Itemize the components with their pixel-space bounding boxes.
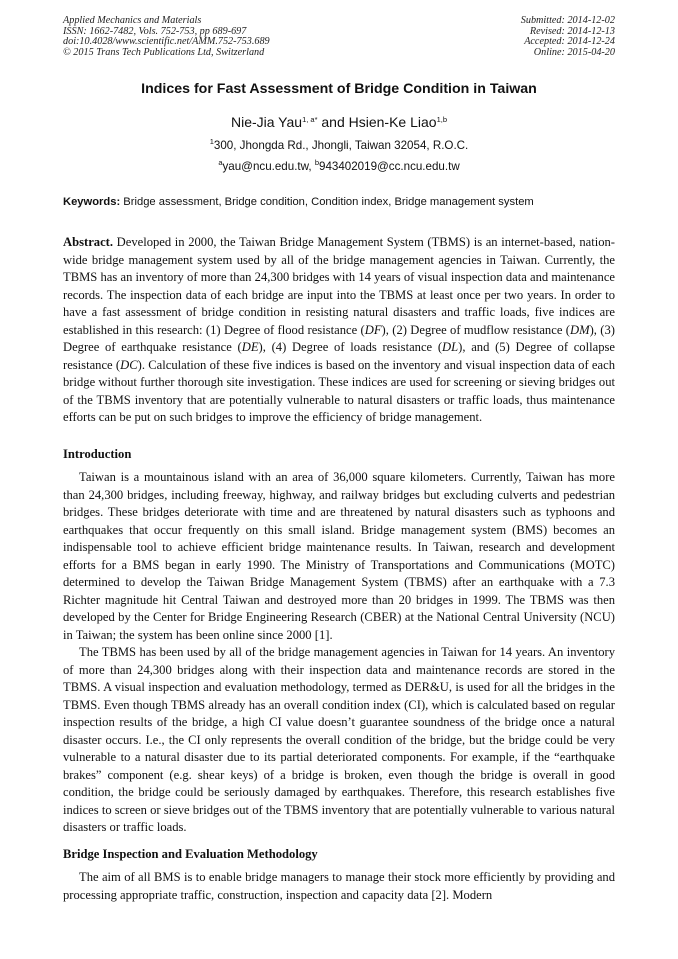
- author-1: Nie-Jia Yau: [230, 114, 303, 130]
- affiliation-marker: 1: [209, 137, 214, 146]
- abstract-text: ), and (5) Degree of collapse resistance (: [63, 340, 615, 372]
- date-submitted: Submitted: 2014-12-02: [520, 15, 615, 26]
- abstract-term-dc: DC: [120, 357, 138, 372]
- methodology-paragraph-1: The aim of all BMS is to enable bridge managers to manage their stock more efficiently by providing and processing appropriate traffic, construction, inspection and capacity data [2]. Modern: [63, 870, 615, 902]
- abstract-term-de: DE: [241, 340, 259, 354]
- abstract-text: ), (4) Degree of loads resistance (: [258, 340, 443, 354]
- date-revised: Revised: 2014-12-13: [529, 25, 615, 37]
- journal-issn: ISSN: 1662-7482, Vols. 752-753, pp 689-697: [63, 25, 247, 37]
- abstract-term-df: DF: [364, 322, 382, 337]
- email-a[interactable]: yau@ncu.edu.tw,: [222, 160, 315, 173]
- author-line: [0, 114, 678, 130]
- journal-info: [63, 16, 270, 58]
- keywords: [63, 196, 615, 208]
- keywords-label: Keywords:: [63, 196, 121, 208]
- abstract-text: Developed in 2000, the Taiwan Bridge Management System (TBMS) is an internet-based, nation-wide bridge management system used by all of the bridge management agencies in Taiwan. Currently, the TBMS has an inventory of more than 24,300 bridges with 14 years of visual inspection data and maintenance records. The inspection data of each bridge are input into the TBMS at least once per two years. In order to have a fast assessment of bridge condition in resisting natural disasters and traffic loads, five indices are established in this research: (1) Degree of flood resistance (: [63, 235, 615, 337]
- date-online: Online: 2015-04-20: [533, 46, 615, 58]
- author-emails: [0, 160, 678, 173]
- journal-doi: doi:10.4028/www.scientific.net/AMM.752-753.689: [63, 36, 270, 48]
- abstract-term-dm: DM: [569, 322, 590, 337]
- affiliation: [0, 139, 678, 152]
- introduction-body: [63, 469, 615, 837]
- email-b[interactable]: 943402019@cc.ncu.edu.tw: [319, 160, 460, 173]
- section-heading-introduction: Introduction: [63, 447, 132, 461]
- email-b-marker: b: [314, 158, 319, 167]
- journal-copyright: © 2015 Trans Tech Publications Ltd, Switzerland: [63, 46, 265, 58]
- abstract: [63, 234, 615, 427]
- author-joiner: and: [317, 114, 349, 130]
- journal-name: Applied Mechanics and Materials: [63, 15, 202, 26]
- section-heading-methodology: Bridge Inspection and Evaluation Methodology: [63, 847, 318, 861]
- abstract-label: Abstract.: [63, 235, 114, 249]
- publication-dates: [521, 16, 615, 58]
- author-2: Hsien-Ke Liao: [348, 114, 437, 130]
- methodology-body: [63, 869, 615, 904]
- abstract-term-dl: DL: [442, 340, 459, 354]
- introduction-paragraph-2: The TBMS has been used by all of the bridge management agencies in Taiwan for 14 years. An inventory of more than 24,300 bridges along with their inspection data and maintenance records are stored in the TBMS. A visual inspection and evaluation methodology, termed as DER&U, is used for all the bridges in the TBMS. Even though TBMS already has an overall condition index (CI), which is calculated based on regular inspection results of the bridge, a high CI value doesn’t guarantee soundness of the bridge once a natural disaster occurs. I.e., the CI only represents the overall condition of the bridge, but the bridge could be very vulnerable to a natural disaster due to its partial deteriorated components. For example, if the “earthquake brakes” component (e.g. shear keys) of a bridge is broken, even though the bridge is overall in good condition, the bridge could be seriously damaged by earthquakes. Therefore, this research establishes five indices to screen or sieve bridges out of the TBMS inventory that are potentially vulnerable to various natural disasters or traffic loads.: [63, 645, 615, 834]
- abstract-text: ), (3) Degree of earthquake resistance (: [63, 322, 615, 354]
- keywords-list: Bridge assessment, Bridge condition, Condition index, Bridge management system: [120, 196, 534, 208]
- author-1-marker: 1, a*: [302, 115, 318, 124]
- affiliation-address: 300, Jhongda Rd., Jhongli, Taiwan 32054, R.O.C.: [213, 139, 469, 152]
- paper-title: Indices for Fast Assessment of Bridge Condition in Taiwan: [141, 81, 537, 97]
- author-2-marker: 1,b: [436, 115, 448, 124]
- date-accepted: Accepted: 2014-12-24: [524, 36, 615, 48]
- introduction-paragraph-1: Taiwan is a mountainous island with an area of 36,000 square kilometers. Currently, Taiwan has more than 24,300 bridges, including freeway, highway, and railway bridges but excluding culverts and pedestrian bridges. These bridges deteriorate with time and are threatened by natural disasters such as typhoons and earthquakes that occur frequently on this small island. Bridge management system (BMS) becomes an indispensable tool to achieve efficient bridge maintenance results. In Taiwan, research and development efforts for a BMS began in early 1990. The Ministry of Transportations and Communications (MOTC) determined to develop the Taiwan Bridge Management System (TBMS) after an earthquake with a 7.3 Richter magnitude hit Central Taiwan and destroyed more than 20 bridges in 1999. The TBMS was then developed by the Center for Bridge Engineering Research (CBER) at the National Central University (NCU) in Taiwan; the system has been online since 2000 [1].: [63, 470, 615, 642]
- abstract-text: ). Calculation of these five indices is based on the inventory and visual inspection data of each bridge without further thorough site investigation. These indices are used for screening or sieving bridges out of the TBMS inventory that are potentially vulnerable to natural disasters or traffic loads, thus maintenance efforts can be put on such bridges to improve the efficiency of bridge management.: [63, 357, 615, 424]
- email-a-marker: a: [218, 158, 223, 167]
- abstract-text: ), (2) Degree of mudflow resistance (: [381, 322, 570, 337]
